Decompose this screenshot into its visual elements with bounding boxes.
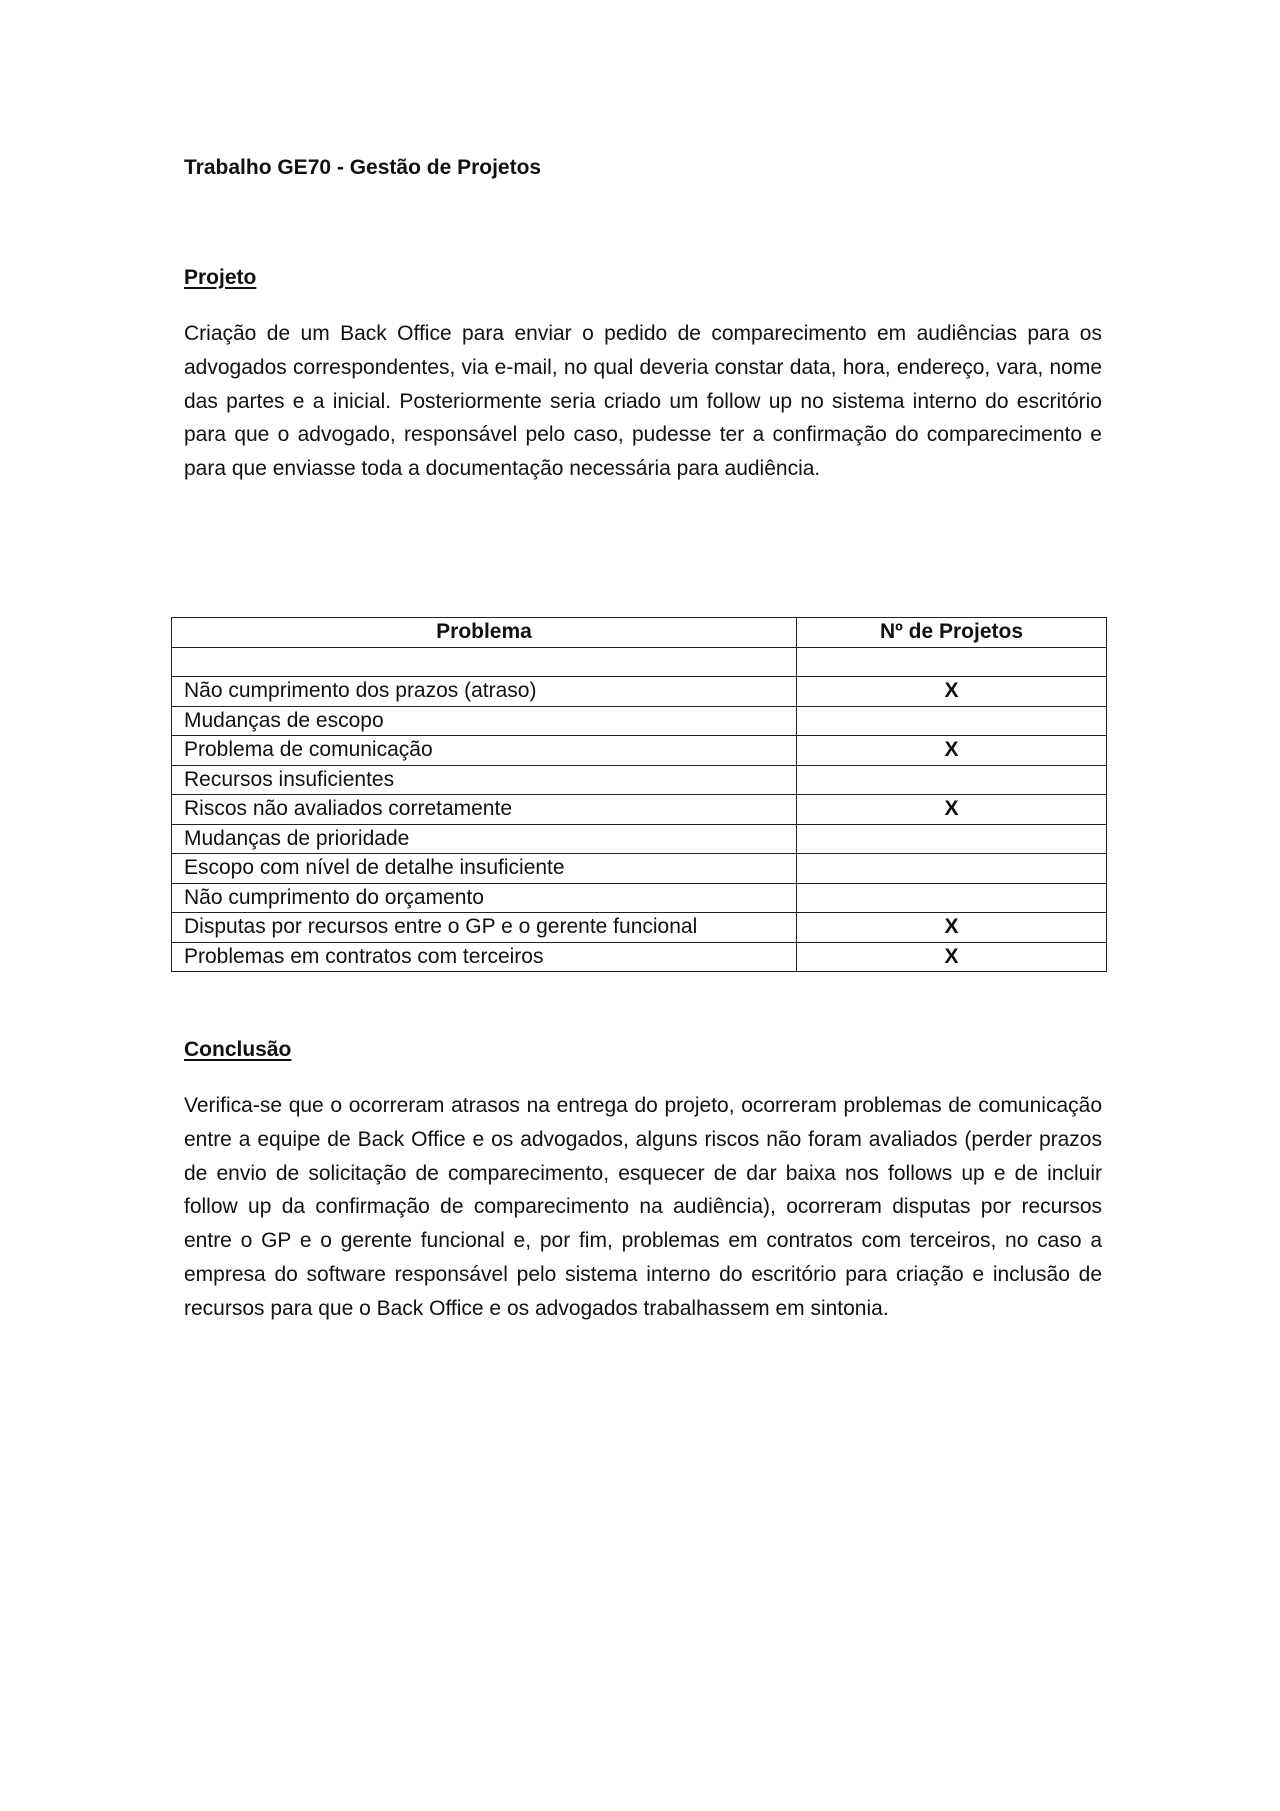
mark-cell: X	[797, 795, 1107, 825]
mark-cell	[797, 883, 1107, 913]
problem-cell: Mudanças de prioridade	[172, 824, 797, 854]
mark-cell: X	[797, 942, 1107, 972]
table-row	[172, 706, 1107, 736]
table-row	[172, 854, 1107, 884]
problem-cell: Problemas em contratos com terceiros	[172, 942, 797, 972]
table-row	[172, 765, 1107, 795]
table-header-row	[172, 618, 1107, 648]
problem-cell: Recursos insuficientes	[172, 765, 797, 795]
header-problema: Problema	[172, 618, 797, 648]
conclusao-paragraph: Verifica-se que o ocorreram atrasos na entrega do projeto, ocorreram problemas de comunicação entre a equipe de Back Office e os advogados, alguns riscos não foram avaliados (perder prazos de envio de solicitação de comparecimento, esquecer de dar baixa nos follows up e de incluir follow up da confirmação de comparecimento na audiência), ocorreram disputas por recursos entre o GP e o gerente funcional e, por fim, problemas em contratos com terceiros, no caso a empresa do software responsável pelo sistema interno do escritório para criação e inclusão de recursos para que o Back Office e os advogados trabalhassem em sintonia.	[184, 1094, 1102, 1320]
table-row	[172, 677, 1107, 707]
mark-cell: X	[797, 677, 1107, 707]
table-row	[172, 647, 1107, 677]
document-title: Trabalho GE70 - Gestão de Projetos	[184, 156, 542, 179]
table-row	[172, 913, 1107, 943]
mark-cell	[797, 647, 1107, 677]
table-row	[172, 824, 1107, 854]
section-heading-projeto: Projeto	[184, 266, 257, 289]
mark-cell: X	[797, 913, 1107, 943]
mark-cell: X	[797, 736, 1107, 766]
mark-cell	[797, 765, 1107, 795]
problem-cell: Disputas por recursos entre o GP e o gerente funcional	[172, 913, 797, 943]
mark-cell	[797, 824, 1107, 854]
table-row	[172, 795, 1107, 825]
table-row	[172, 736, 1107, 766]
table-row	[172, 883, 1107, 913]
problem-cell	[172, 647, 797, 677]
problem-cell: Escopo com nível de detalhe insuficiente	[172, 854, 797, 884]
mark-cell	[797, 854, 1107, 884]
header-num-projetos: Nº de Projetos	[797, 618, 1107, 648]
problem-cell: Não cumprimento dos prazos (atraso)	[172, 677, 797, 707]
projeto-paragraph: Criação de um Back Office para enviar o pedido de comparecimento em audiências para os advogados correspondentes, via e-mail, no qual deveria constar data, hora, endereço, vara, nome das partes e a inicial. Posteriormente seria criado um follow up no sistema interno do escritório para que o advogado, responsável pelo caso, pudesse ter a confirmação do comparecimento e para que enviasse toda a documentação necessária para audiência.	[184, 322, 1102, 481]
table-row	[172, 942, 1107, 972]
problem-cell: Não cumprimento do orçamento	[172, 883, 797, 913]
problem-cell: Problema de comunicação	[172, 736, 797, 766]
problem-cell: Riscos não avaliados corretamente	[172, 795, 797, 825]
section-heading-conclusao: Conclusão	[184, 1038, 292, 1061]
problems-table	[171, 617, 1107, 972]
mark-cell	[797, 706, 1107, 736]
problem-cell: Mudanças de escopo	[172, 706, 797, 736]
